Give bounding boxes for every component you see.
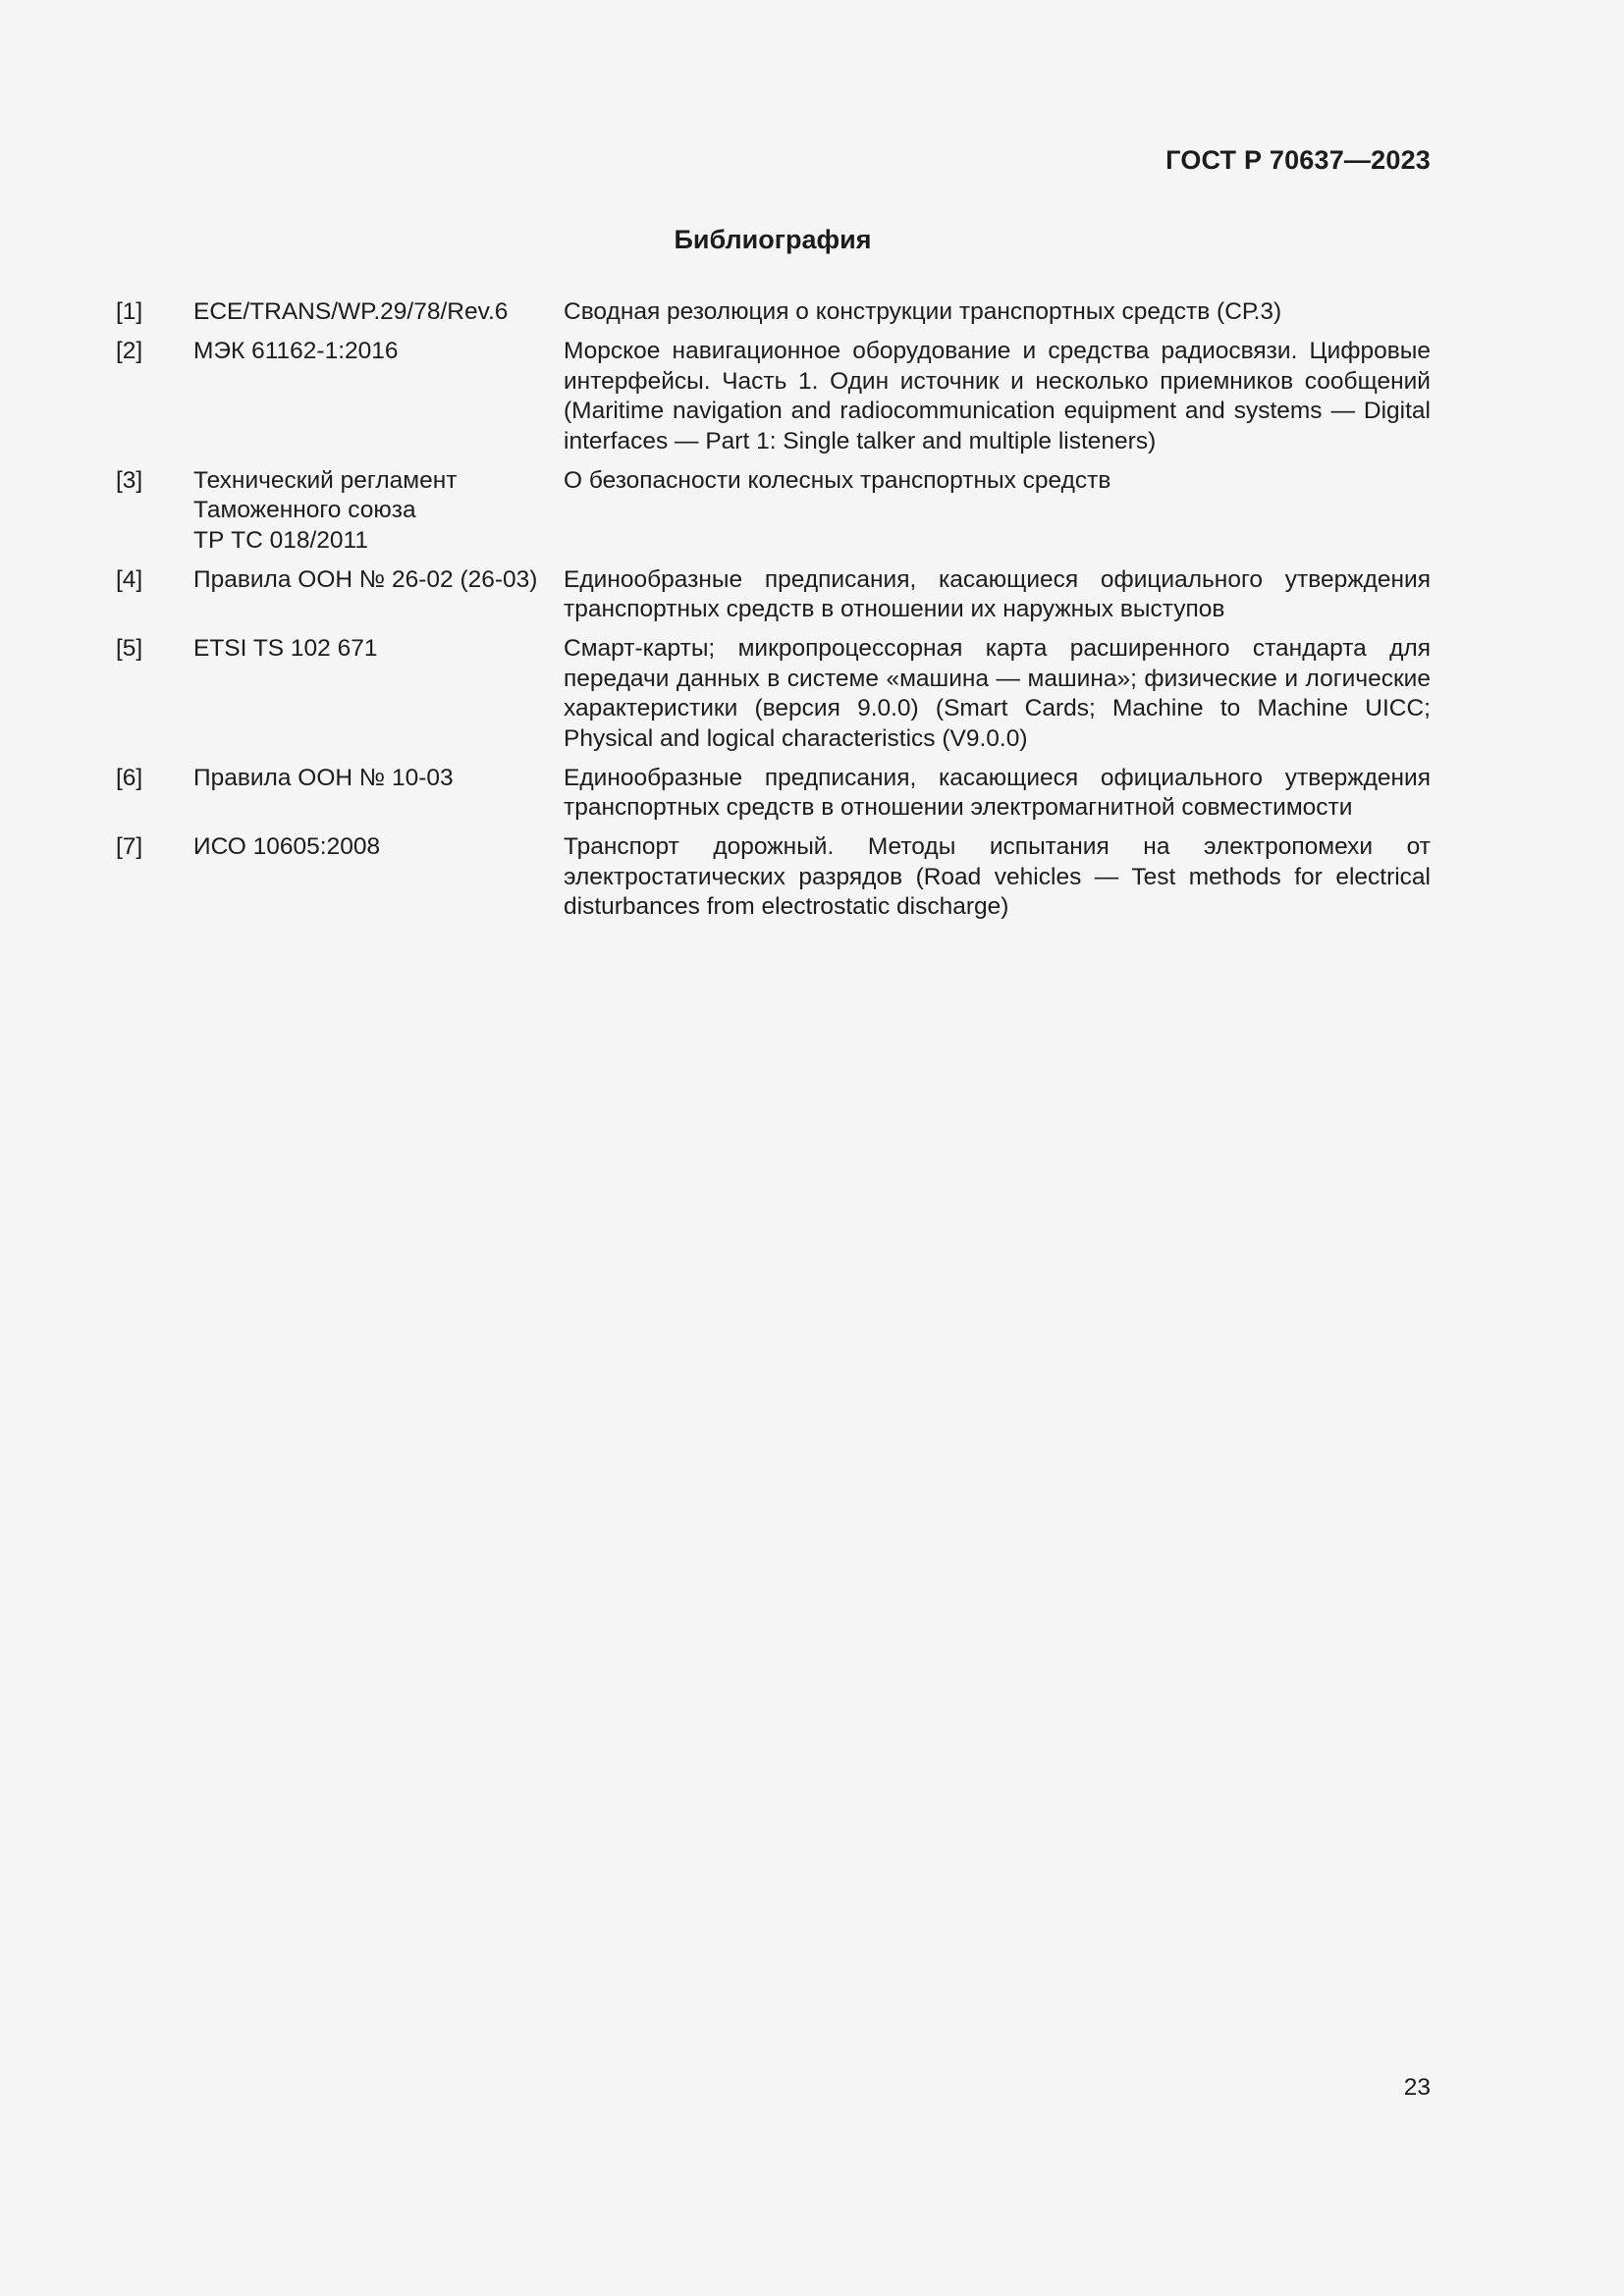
entry-reference: ИСО 10605:2008 [193, 833, 381, 860]
entry-description: Смарт-карты; микропроцессорная карта расширенного стандарта для передачи данных в системе «машина — машина»; физические и логические характеристики (версия 9.0.0) (Smart Cards; Machine to Machine UICC; Physical and logical characteristics (V9.0.0) [564, 635, 1431, 752]
bibliography-entry [116, 832, 1431, 923]
bibliography-list [116, 297, 1431, 932]
entry-number: [6] [116, 764, 143, 791]
bibliography-entry [116, 565, 1431, 625]
entry-reference: ECE/TRANS/WP.29/78/Rev.6 [193, 298, 509, 325]
entry-description: Единообразные предписания, касающиеся официального утверждения транспортных средств в отношении их наружных выступов [564, 565, 1431, 622]
entry-reference: ETSI TS 102 671 [193, 635, 378, 662]
page-number: 23 [1403, 2074, 1431, 2101]
entry-reference: Технический регламент Таможенного союза ТР ТС 018/2011 [193, 466, 458, 554]
entry-description: Транспорт дорожный. Методы испытания на электропомехи от электростатических разрядов (Road vehicles — Test methods for electrical disturbances from electrostatic discharge) [564, 833, 1431, 920]
entry-reference: Правила ООН № 26-02 (26-03) [193, 565, 538, 593]
bibliography-entry [116, 764, 1431, 824]
entry-number: [7] [116, 833, 143, 860]
entry-number: [2] [116, 338, 143, 364]
document-code: ГОСТ Р 70637—2023 [1165, 145, 1431, 175]
bibliography-entry [116, 466, 1431, 557]
bibliography-entry [116, 337, 1431, 456]
entry-number: [4] [116, 565, 143, 593]
entry-reference: Правила ООН № 10-03 [193, 764, 454, 791]
entry-description: Морское навигационное оборудование и средства радиосвязи. Цифровые интерфейсы. Часть 1. Один источник и несколько приемников сообщений (Maritime navigation and radiocommunication equipment and systems — Digital interfaces — Part 1: Single talker and multiple listeners) [564, 338, 1431, 454]
entry-description: Сводная резолюция о конструкции транспортных средств (СР.3) [564, 298, 1282, 325]
entry-number: [5] [116, 635, 143, 662]
bibliography-entry [116, 297, 1431, 328]
bibliography-entry [116, 634, 1431, 754]
entry-number: [1] [116, 298, 143, 325]
entry-description: Единообразные предписания, касающиеся официального утверждения транспортных средств в отношении электромагнитной совместимости [564, 764, 1431, 821]
bibliography-title: Библиография [674, 225, 872, 254]
entry-number: [3] [116, 466, 143, 494]
entry-reference: МЭК 61162-1:2016 [193, 338, 399, 364]
entry-description: О безопасности колесных транспортных средств [564, 466, 1111, 494]
